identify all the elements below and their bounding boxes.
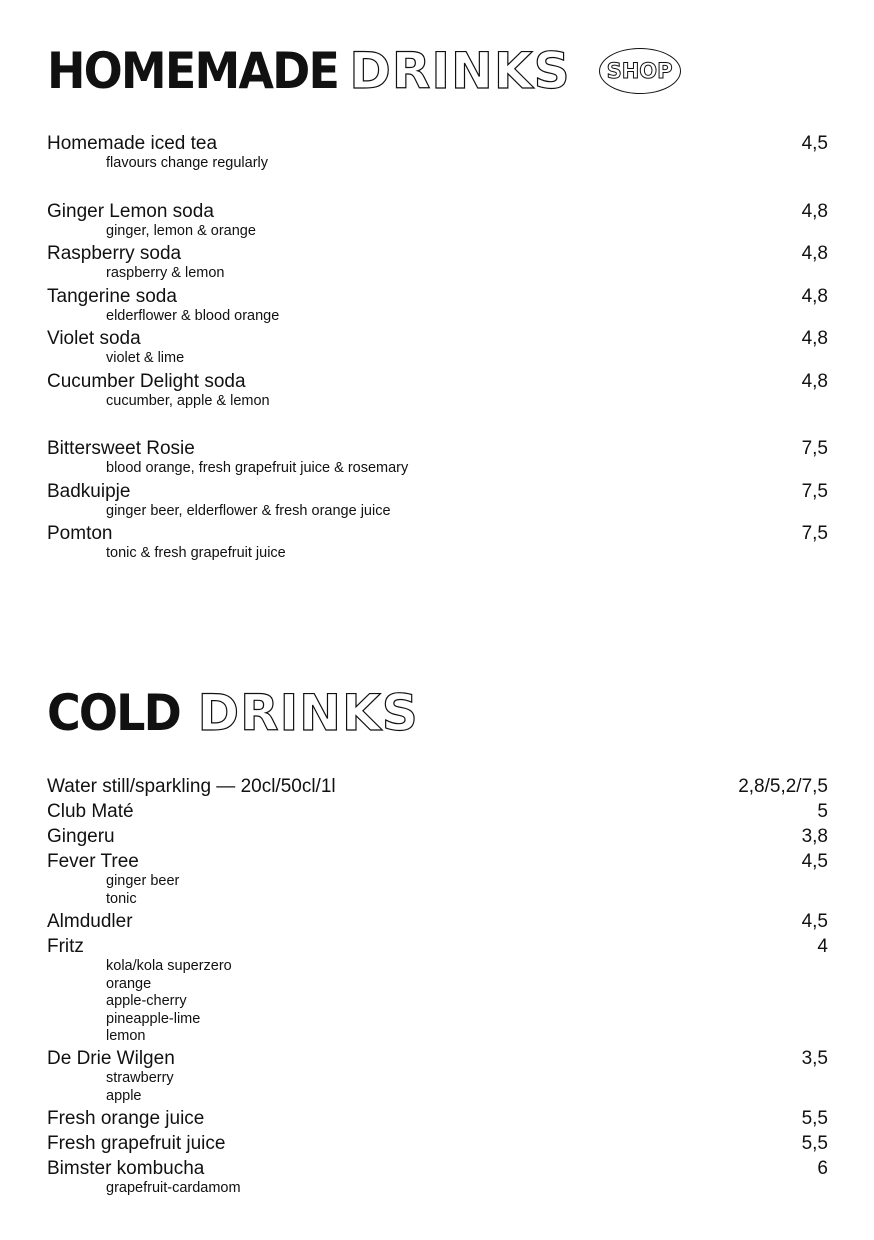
item-description: ginger beer: [106, 873, 180, 889]
menu-item-water: [47, 775, 828, 798]
item-description: violet & lime: [106, 350, 185, 366]
item-description: lemon: [106, 1028, 146, 1044]
heading-outline-text: DRINKS: [197, 684, 419, 742]
item-price: 7,5: [801, 438, 828, 459]
item-description: flavours change regularly: [106, 155, 269, 171]
item-description: pineapple-lime: [106, 1010, 201, 1027]
item-name: Almdudler: [47, 911, 133, 932]
shop-badge[interactable]: [599, 48, 681, 94]
item-price: 4,5: [801, 911, 828, 932]
item-description: ginger beer, elderflower & fresh orange juice: [106, 503, 391, 519]
menu-item-homemade-iced-tea: [47, 132, 828, 173]
heading-solid-text: HOMEMADE: [47, 42, 339, 100]
item-name: Fever Tree: [47, 851, 139, 872]
menu-item-badkuipje: [47, 480, 828, 521]
item-name: Pomton: [47, 523, 113, 544]
item-name: Cucumber Delight soda: [47, 371, 246, 392]
menu-item-club-mate: [47, 800, 828, 823]
item-price: 4,5: [801, 851, 828, 872]
item-price: 3,5: [801, 1048, 828, 1069]
item-description: apple-cherry: [106, 993, 187, 1009]
heading-outline-text: DRINKS: [349, 42, 571, 100]
menu-item-gingeru: [47, 825, 828, 848]
item-description: blood orange, fresh grapefruit juice & rosemary: [106, 460, 409, 476]
menu-item-almdudler: [47, 910, 828, 933]
item-name: Gingeru: [47, 826, 115, 847]
item-name: Ginger Lemon soda: [47, 201, 214, 222]
item-description: ginger, lemon & orange: [106, 223, 256, 239]
homemade-drinks-heading: [47, 42, 681, 100]
item-description: tonic: [106, 890, 137, 907]
item-price: 4,8: [801, 201, 828, 222]
item-name: Tangerine soda: [47, 286, 177, 307]
item-name: Homemade iced tea: [47, 133, 218, 154]
menu-item-ginger-lemon-soda: [47, 200, 828, 241]
item-price: 6: [817, 1158, 828, 1179]
item-price: 4,8: [801, 286, 828, 307]
item-description: kola/kola superzero: [106, 958, 232, 974]
item-name: Violet soda: [47, 328, 141, 349]
item-description: elderflower & blood orange: [106, 308, 280, 324]
menu-item-bimster-kombucha: [47, 1157, 828, 1198]
item-price: 3,8: [801, 826, 828, 847]
menu-item-raspberry-soda: [47, 242, 828, 283]
item-name: Badkuipje: [47, 481, 131, 502]
item-price: 7,5: [801, 523, 828, 544]
item-price: 4,8: [801, 243, 828, 264]
item-name: Fresh orange juice: [47, 1108, 205, 1129]
menu-item-de-drie-wilgen: [47, 1047, 828, 1105]
item-name: De Drie Wilgen: [47, 1048, 175, 1069]
item-name: Raspberry soda: [47, 243, 182, 264]
item-name: Bimster kombucha: [47, 1158, 205, 1179]
menu-item-pomton: [47, 522, 828, 563]
menu-item-cucumber-delight-soda: [47, 370, 828, 411]
item-price: 2,8/5,2/7,5: [738, 776, 828, 797]
menu-item-tangerine-soda: [47, 285, 828, 326]
item-price: 4,5: [801, 133, 828, 154]
shop-badge-label: SHOP: [606, 59, 673, 83]
menu-item-violet-soda: [47, 327, 828, 368]
item-description: cucumber, apple & lemon: [106, 393, 270, 409]
item-name: Club Maté: [47, 801, 134, 822]
menu-item-fresh-orange-juice: [47, 1107, 828, 1130]
item-description: orange: [106, 975, 152, 992]
item-description: apple: [106, 1087, 142, 1104]
item-name: Water still/sparkling — 20cl/50cl/1l: [47, 776, 336, 797]
menu-item-bittersweet-rosie: [47, 437, 828, 478]
heading-solid-text: COLD: [47, 684, 181, 742]
item-description: grapefruit-cardamom: [106, 1180, 241, 1196]
item-price: 5: [817, 801, 828, 822]
menu-item-fever-tree: [47, 850, 828, 908]
item-name: Bittersweet Rosie: [47, 438, 195, 459]
item-price: 4: [817, 936, 828, 957]
item-description: strawberry: [106, 1070, 174, 1086]
cold-drinks-heading: [47, 684, 419, 742]
item-price: 5,5: [801, 1133, 828, 1154]
item-price: 5,5: [801, 1108, 828, 1129]
menu-item-fresh-grapefruit-juice: [47, 1132, 828, 1155]
item-price: 4,8: [801, 328, 828, 349]
item-description: raspberry & lemon: [106, 265, 225, 281]
item-description: tonic & fresh grapefruit juice: [106, 545, 286, 561]
item-name: Fresh grapefruit juice: [47, 1133, 226, 1154]
item-name: Fritz: [47, 936, 84, 957]
item-price: 4,8: [801, 371, 828, 392]
menu-item-fritz: [47, 935, 828, 1046]
item-price: 7,5: [801, 481, 828, 502]
